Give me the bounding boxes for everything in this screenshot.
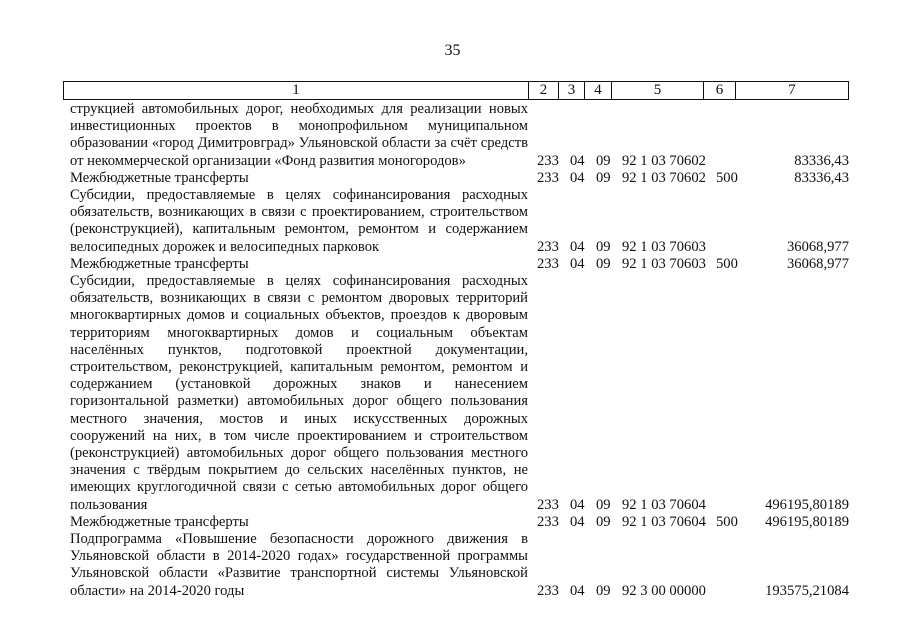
table-row: [0, 256, 905, 273]
header-col-5: 5: [612, 82, 704, 100]
code-csr: 92 1 03 70603: [622, 255, 706, 272]
page-number: 35: [444, 42, 461, 59]
code-pr: 09: [596, 582, 611, 599]
code-vr: 500: [716, 513, 738, 530]
code-rz: 04: [570, 582, 585, 599]
code-ved: 233: [537, 255, 559, 272]
code-vr: 500: [716, 255, 738, 272]
table-row: [0, 170, 905, 187]
amount: 83336,43: [794, 152, 849, 169]
amount: 36068,977: [786, 238, 849, 255]
code-rz: 04: [570, 238, 585, 255]
code-ved: 233: [537, 152, 559, 169]
amount: 36068,977: [786, 255, 849, 272]
code-pr: 09: [596, 496, 611, 513]
code-vr: 500: [716, 169, 738, 186]
code-csr: 92 1 03 70602: [622, 169, 706, 186]
table-row: [0, 273, 905, 514]
code-pr: 09: [596, 152, 611, 169]
header-col-6: 6: [704, 82, 736, 100]
code-csr: 92 1 03 70604: [622, 513, 706, 530]
row-codes: [0, 170, 905, 187]
row-codes: [0, 153, 905, 170]
row-codes: [0, 514, 905, 531]
row-description: Межбюджетные трансферты: [70, 513, 249, 530]
row-codes: [0, 256, 905, 273]
header-col-4: 4: [585, 82, 612, 100]
code-ved: 233: [537, 513, 559, 530]
header-col-7: 7: [736, 82, 849, 100]
table-row: [0, 514, 905, 531]
code-csr: 92 1 03 70603: [622, 238, 706, 255]
amount: 83336,43: [794, 169, 849, 186]
table-row: [0, 531, 905, 600]
code-csr: 92 1 03 70604: [622, 496, 706, 513]
code-pr: 09: [596, 238, 611, 255]
code-ved: 233: [537, 496, 559, 513]
code-pr: 09: [596, 169, 611, 186]
code-rz: 04: [570, 255, 585, 272]
row-description: Субсидии, предоставляемые в целях софинансирования расходных обязательств, возникающих в связи с ремонтом дворовых территорий многоквартирных домов и социальных объектов, проездов к дворовым территориям многоквартирных домов и социальным объектам населённых пунктов, подготовкой проектной документации, строительством, реконструкцией, капитальным ремонтом, ремонтом и содержанием (установкой дорожных знаков и нанесением горизонтальной разметки) автомобильных дорог общего пользования местного значения, мостов и иных искусственных дорожных сооружений на них, в том числе проектированием и строительством (реконструкцией) автомобильных дорог общего пользования местного значения с твёрдым покрытием до сельских населённых пунктов, не имеющих круглогодичной связи с сетью автомобильных дорог общего пользования: [70, 273, 528, 513]
row-description: струкцией автомобильных дорог, необходимых для реализации новых инвестиционных проектов в монопрофильном муниципальном образовании «город Димитровград» Ульяновской области за счёт средств от некоммерческой организации «Фонд развития моногородов»: [70, 101, 528, 169]
code-ved: 233: [537, 169, 559, 186]
column-header-row: [63, 81, 849, 100]
header-col-2: 2: [529, 82, 559, 100]
row-description: Субсидии, предоставляемые в целях софинансирования расходных обязательств, возникающих в связи с проектированием, строительством (реконструкцией), капитальным ремонтом, ремонтом и содержанием велосипедных дорожек и велосипедных парковок: [70, 187, 528, 255]
code-pr: 09: [596, 255, 611, 272]
code-csr: 92 1 03 70602: [622, 152, 706, 169]
budget-rows: [0, 101, 905, 600]
amount: 193575,21084: [765, 582, 849, 599]
code-rz: 04: [570, 496, 585, 513]
row-codes: [0, 497, 905, 514]
row-codes: [0, 583, 905, 600]
code-csr: 92 3 00 00000: [622, 582, 706, 599]
code-rz: 04: [570, 169, 585, 186]
row-description: Подпрограмма «Повышение безопасности дорожного движения в Ульяновской области в 2014-2020 годах» государственной программы Ульяновской области «Развитие транспортной системы Ульяновской области» на 2014-2020 годы: [70, 531, 528, 599]
header-col-3: 3: [559, 82, 585, 100]
table-row: [0, 187, 905, 256]
row-description: Межбюджетные трансферты: [70, 169, 249, 186]
header-col-1: 1: [64, 82, 529, 100]
table-row: [0, 101, 905, 170]
code-rz: 04: [570, 513, 585, 530]
amount: 496195,80189: [765, 496, 849, 513]
row-codes: [0, 239, 905, 256]
amount: 496195,80189: [765, 513, 849, 530]
code-ved: 233: [537, 238, 559, 255]
code-ved: 233: [537, 582, 559, 599]
code-rz: 04: [570, 152, 585, 169]
code-pr: 09: [596, 513, 611, 530]
row-description: Межбюджетные трансферты: [70, 255, 249, 272]
